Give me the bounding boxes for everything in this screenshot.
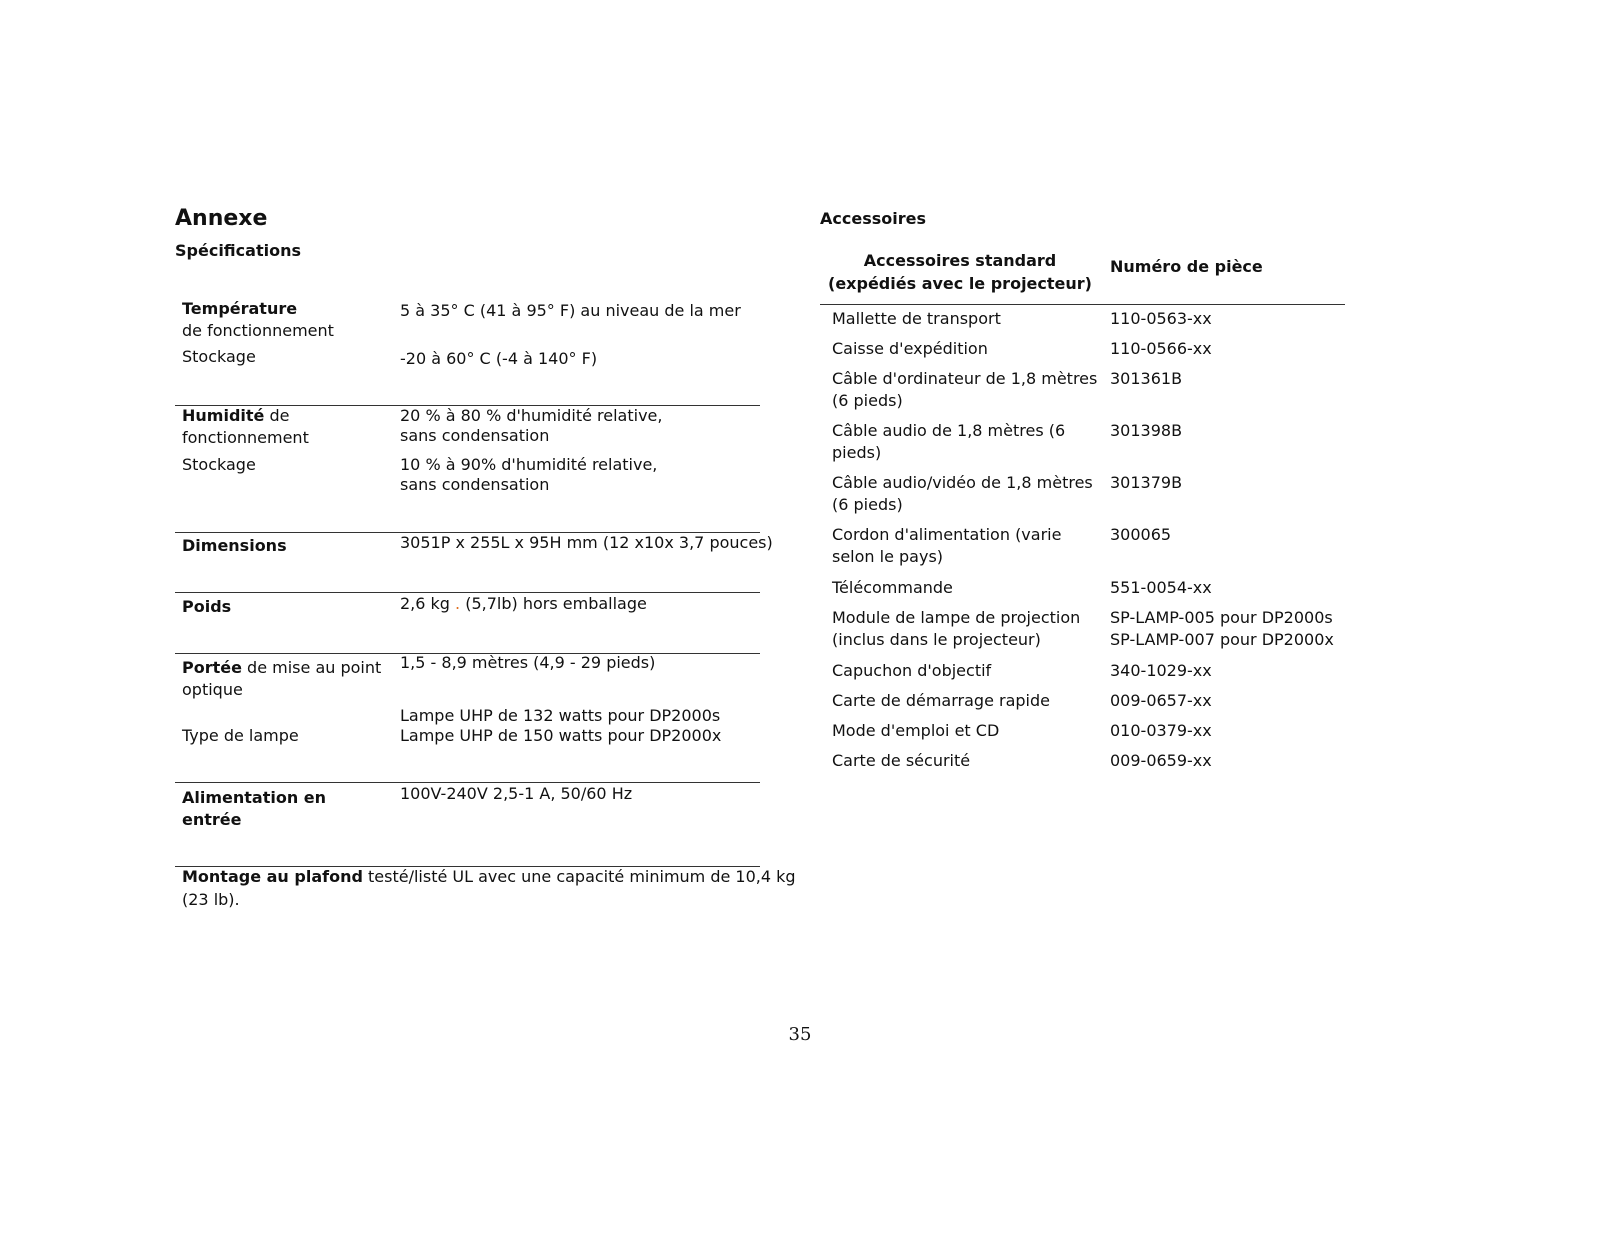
spec-humidity-storage-label: Stockage xyxy=(182,455,256,474)
section-title-accessories: Accessoires xyxy=(820,209,926,228)
spec-humidity-label-line2: fonctionnement xyxy=(182,428,309,447)
spec-range-label-bold: Portée xyxy=(182,658,242,677)
spec-temperature-value: 5 à 35° C (41 à 95° F) au niveau de la mer xyxy=(400,301,741,320)
page-number: 35 xyxy=(788,1024,812,1045)
spec-weight-dot: . xyxy=(455,594,461,613)
spec-power-label-line2: entrée xyxy=(182,810,242,829)
accessory-part-number: 300065 xyxy=(1110,525,1172,544)
spec-temperature-label-bold: Température xyxy=(182,299,298,318)
accessories-header-part: Numéro de pièce xyxy=(1110,257,1263,276)
spec-range-value: 1,5 - 8,9 mètres (4,9 - 29 pieds) xyxy=(400,653,656,672)
accessory-part-number: 301361B xyxy=(1110,369,1183,388)
spec-dimensions-value: 3051P x 255L x 95H mm (12 x10x 3,7 pouces) xyxy=(400,533,773,552)
spec-weight-value xyxy=(400,593,647,615)
accessory-part-number: 301379B xyxy=(1110,473,1183,492)
divider xyxy=(820,304,1345,305)
spec-weight-value-part1: 2,6 kg xyxy=(400,594,456,613)
accessory-name-line2: pieds) xyxy=(832,443,882,462)
spec-temperature-storage-label: Stockage xyxy=(182,347,256,366)
accessory-part-number: 340-1029-xx xyxy=(1110,661,1212,680)
spec-weight-value-part2: (5,7lb) hors emballage xyxy=(460,594,647,613)
spec-power-label-line1: Alimentation en xyxy=(182,788,327,807)
section-title-specifications: Spécifications xyxy=(175,241,301,260)
spec-humidity-storage-value-line1: 10 % à 90% d'humidité relative, xyxy=(400,455,658,474)
accessories-header-name-line1: Accessoires standard xyxy=(863,251,1057,270)
accessory-name-line2: (6 pieds) xyxy=(832,495,903,514)
spec-range-label xyxy=(182,657,381,679)
spec-humidity-value-line1: 20 % à 80 % d'humidité relative, xyxy=(400,406,663,425)
spec-humidity-storage-value-line2: sans condensation xyxy=(400,475,550,494)
accessory-part-number: SP-LAMP-007 pour DP2000x xyxy=(1110,630,1334,649)
accessory-name: Câble audio/vidéo de 1,8 mètres xyxy=(832,473,1093,492)
spec-temperature-storage-value: -20 à 60° C (-4 à 140° F) xyxy=(400,349,598,368)
accessory-name: Capuchon d'objectif xyxy=(832,661,992,680)
spec-mount-line2: (23 lb). xyxy=(182,890,240,909)
accessory-part-number: 301398B xyxy=(1110,421,1183,440)
spec-mount-rest: testé/listé UL avec une capacité minimum de 10,4 kg xyxy=(362,867,796,886)
spec-humidity-label-bold: Humidité xyxy=(182,406,265,425)
accessory-part-number: 551-0054-xx xyxy=(1110,578,1212,597)
spec-range-label-rest: de mise au point xyxy=(241,658,382,677)
accessory-name: Cordon d'alimentation (varie xyxy=(832,525,1062,544)
accessory-name: Caisse d'expédition xyxy=(832,339,988,358)
accessory-name-line2: (6 pieds) xyxy=(832,391,903,410)
spec-range-label-line2: optique xyxy=(182,680,243,699)
spec-power-value: 100V-240V 2,5-1 A, 50/60 Hz xyxy=(400,784,633,803)
accessory-name: Câble d'ordinateur de 1,8 mètres xyxy=(832,369,1098,388)
spec-humidity-value-line2: sans condensation xyxy=(400,426,550,445)
page-title: Annexe xyxy=(175,206,268,231)
spec-lamp-value-line2: Lampe UHP de 150 watts pour DP2000x xyxy=(400,726,722,745)
spec-mount-line1 xyxy=(182,866,796,888)
accessory-name: Module de lampe de projection xyxy=(832,608,1081,627)
accessory-name: Carte de démarrage rapide xyxy=(832,691,1050,710)
spec-mount-bold: Montage au plafond xyxy=(182,867,363,886)
accessory-name: Câble audio de 1,8 mètres (6 xyxy=(832,421,1066,440)
accessory-part-number: SP-LAMP-005 pour DP2000s xyxy=(1110,608,1333,627)
accessory-name-line2: selon le pays) xyxy=(832,547,944,566)
accessory-name: Carte de sécurité xyxy=(832,751,971,770)
accessory-name-line2: (inclus dans le projecteur) xyxy=(832,630,1041,649)
accessory-part-number: 110-0563-xx xyxy=(1110,309,1212,328)
spec-weight-label: Poids xyxy=(182,597,232,616)
spec-lamp-value-line1: Lampe UHP de 132 watts pour DP2000s xyxy=(400,706,721,725)
accessory-part-number: 009-0657-xx xyxy=(1110,691,1212,710)
accessories-header-name-line2: (expédiés avec le projecteur) xyxy=(828,274,1092,293)
accessory-name: Mode d'emploi et CD xyxy=(832,721,1000,740)
spec-temperature-label-rest: de fonctionnement xyxy=(182,321,334,340)
spec-dimensions-label: Dimensions xyxy=(182,536,287,555)
accessory-name: Mallette de transport xyxy=(832,309,1001,328)
accessory-part-number: 110-0566-xx xyxy=(1110,339,1212,358)
accessory-part-number: 009-0659-xx xyxy=(1110,751,1212,770)
spec-humidity-label xyxy=(182,405,289,427)
spec-temperature-label xyxy=(182,298,297,320)
accessory-name: Télécommande xyxy=(832,578,953,597)
spec-lamp-label: Type de lampe xyxy=(182,726,299,745)
accessory-part-number: 010-0379-xx xyxy=(1110,721,1212,740)
spec-humidity-label-rest: de xyxy=(264,406,290,425)
